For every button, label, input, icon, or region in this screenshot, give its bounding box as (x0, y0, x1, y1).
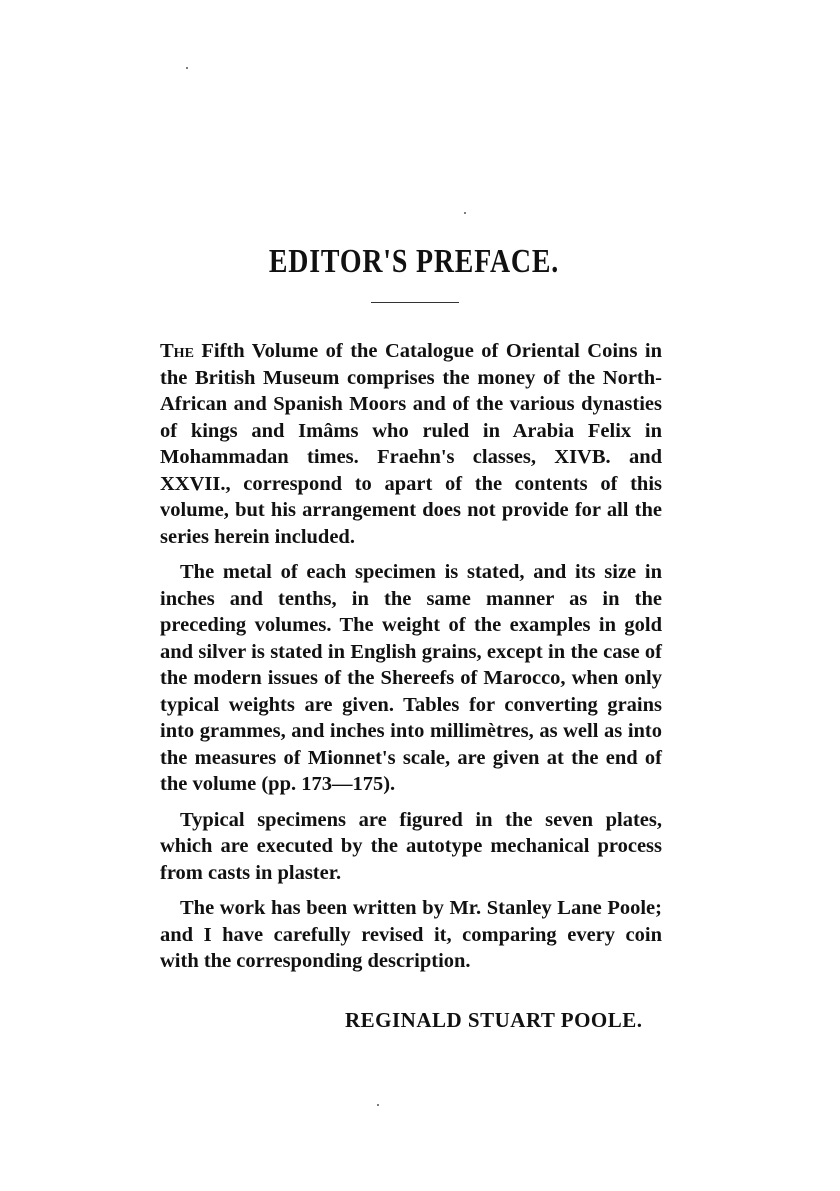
title-rule (371, 302, 459, 303)
paragraph-lead: The (160, 340, 194, 362)
signature: REGINALD STUART POOLE. (345, 1008, 643, 1032)
scan-speck (377, 1104, 379, 1106)
scan-speck (186, 67, 188, 69)
paragraph-4: The work has been written by Mr. Stanley Lane Poole; and I have carefully revised it, comparing every coin with the corresponding description. (160, 897, 662, 972)
preface-body (160, 338, 662, 984)
scan-speck (464, 212, 466, 214)
page-title: EDITOR'S PREFACE. (268, 243, 560, 280)
paragraph-3: Typical specimens are figured in the seven plates, which are executed by the autotype mechanical process from casts in plaster. (160, 808, 662, 884)
paragraph-text: Fifth Volume of the Catalogue of Oriental Coins in the British Museum comprises the money of the North-African and Spanish Moors and of the various dynasties of kings and Imâms who ruled in Arabia Felix in Mohammadan times. Fraehn's classes, XIVB. and XXVII., correspond to apart of the contents of this volume, but his arrangement does not provide for all the series herein included. (160, 340, 662, 548)
paragraph-2: The metal of each specimen is stated, and its size in inches and tenths, in the same manner as in the preceding volumes. The weight of the examples in gold and silver is stated in English grains, except in the case of the modern issues of the Shereefs of Marocco, when only typical weights are given. Tables for converting grains into grammes, and inches into millimètres, as well as into the measures of Mionnet's scale, are given at the end of the volume (pp. 173—175). (160, 561, 662, 795)
paragraph-1 (160, 338, 662, 550)
